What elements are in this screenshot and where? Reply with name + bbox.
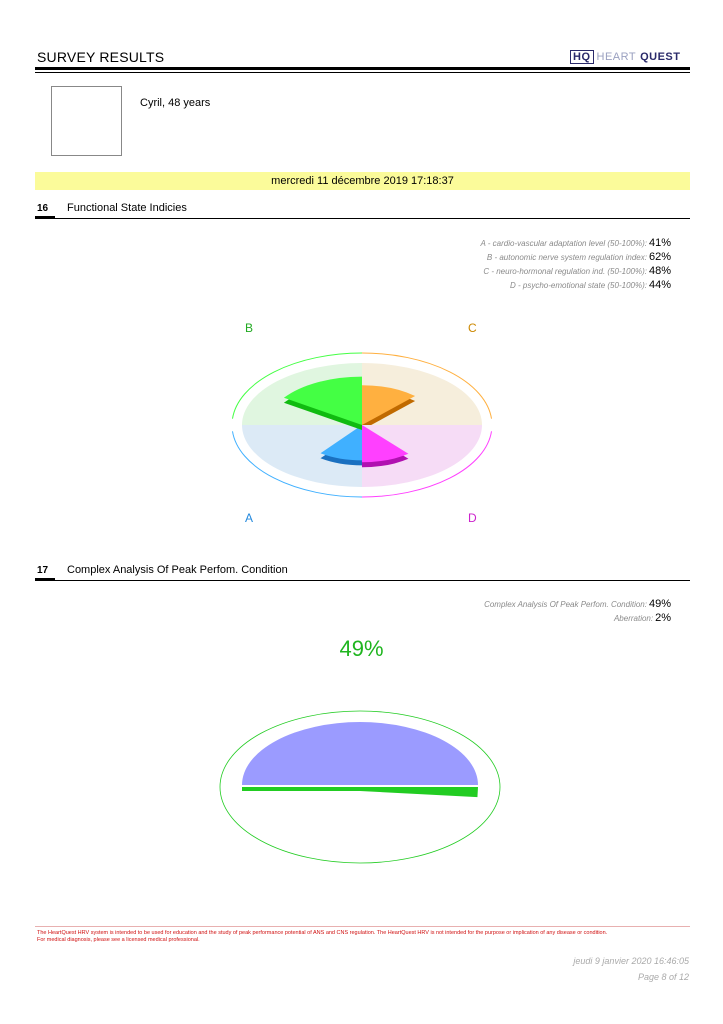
heartquest-logo — [570, 51, 681, 63]
metric-d — [510, 279, 671, 291]
aberration-sliver — [242, 787, 478, 797]
metric-a-value: 41% — [648, 237, 671, 249]
metric-c-label: C - neuro-hormonal regulation ind. (50-100%): — [483, 267, 647, 276]
metric-peak-label: Complex Analysis Of Peak Perfom. Condition: — [484, 600, 647, 609]
quadrant-label-d: D — [468, 511, 477, 525]
metric-b-label: B - autonomic nerve system regulation index: — [486, 253, 647, 262]
logo-quest-text: QUEST — [640, 51, 681, 63]
metric-aberration — [614, 612, 671, 624]
metric-peak-value: 49% — [648, 598, 671, 610]
metric-a-label: A - cardio-vascular adaptation level (50-100%): — [480, 239, 647, 248]
quadrant-label-c: C — [468, 321, 477, 335]
quadrant-label-a: A — [245, 511, 254, 525]
metric-aberration-value: 2% — [655, 612, 671, 624]
section-17-number: 17 — [37, 565, 49, 576]
metric-d-label: D - psycho-emotional state (50-100%): — [510, 281, 647, 290]
metric-b-value: 62% — [648, 251, 671, 263]
metric-c — [483, 265, 671, 277]
section-16-number: 16 — [37, 203, 49, 214]
metric-peak — [484, 598, 671, 610]
logo-heart-text: HEART — [596, 51, 637, 63]
patient-photo-placeholder — [51, 86, 122, 156]
section-17-title: Complex Analysis Of Peak Perfom. Condition — [67, 564, 288, 576]
footer-disclaimer-line1: The HeartQuest HRV system is intended to be used for education and the study of peak performance potential of ANS and CNS regulation. The HeartQuest HRV is not intended for the purpose or implication of any disease or condition. — [37, 930, 608, 936]
footer-page-number: Page 8 of 12 — [637, 972, 689, 982]
footer-generated-date: jeudi 9 janvier 2020 16:46:05 — [573, 956, 689, 966]
metric-b — [487, 251, 671, 263]
header-rule-thick — [35, 67, 690, 70]
session-date-bar: mercredi 11 décembre 2019 17:18:37 — [35, 172, 690, 190]
section-17-rule — [35, 580, 690, 581]
quadrant-label-b: B — [245, 321, 254, 335]
report-title: SURVEY RESULTS — [37, 49, 165, 65]
patient-name-age: Cyril, 48 years — [140, 97, 211, 109]
peak-value-wedge — [242, 722, 478, 785]
footer-disclaimer-line2: For medical diagnosis, please see a licensed medical professional. — [37, 937, 200, 943]
section-16-rule — [35, 218, 690, 219]
metric-a — [481, 237, 671, 249]
header-rule-thin — [35, 72, 690, 73]
peak-condition-big-value: 49% — [339, 636, 384, 661]
footer-rule — [35, 926, 690, 927]
metric-aberration-label: Aberration: — [613, 614, 654, 623]
logo-hq-mark: HQ — [570, 50, 594, 64]
footer-disclaimer — [37, 930, 687, 944]
metric-c-value: 48% — [648, 265, 671, 277]
section-16-title: Functional State Indicies — [67, 202, 187, 214]
metric-d-value: 44% — [648, 279, 671, 291]
functional-state-pie — [200, 330, 530, 510]
peak-condition-pie — [210, 705, 510, 865]
